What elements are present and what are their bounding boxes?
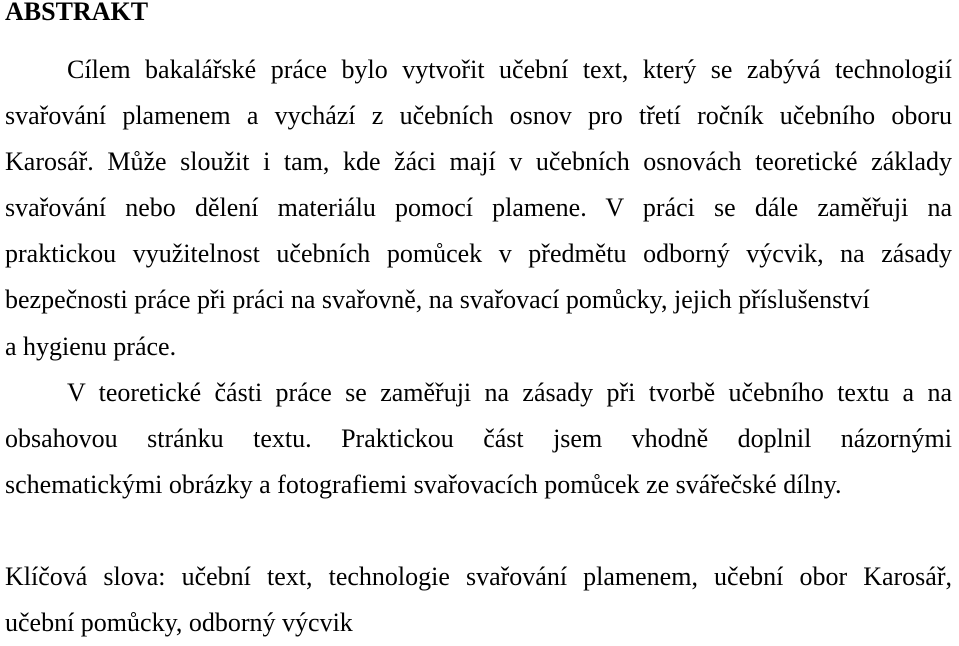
paragraph-line: Karosář. Může sloužit i tam, kde žáci mají v učebních osnovách teoretické základy <box>5 147 952 177</box>
keywords-line: učební pomůcky, odborný výcvik <box>5 608 353 638</box>
paragraph-line: schematickými obrázky a fotografiemi svařovacích pomůcek ze svářečské dílny. <box>5 469 842 499</box>
keywords-paragraph <box>5 554 952 640</box>
paragraph-line: Cílem bakalářské práce bylo vytvořit učební text, který se zabývá technologií <box>67 55 952 84</box>
keywords-line: Klíčová slova: učební text, technologie svařování plamenem, učební obor Karosář, <box>5 562 952 592</box>
paragraph-line: V teoretické části práce se zaměřuji na zásady při tvorbě učebního textu a na <box>67 377 952 407</box>
abstract-paragraph-2 <box>5 370 952 508</box>
paragraph-line: svařování nebo dělení materiálu pomocí plamene. V práci se dále zaměřuji na <box>5 193 952 223</box>
paragraph-line: praktickou využitelnost učebních pomůcek v předmětu odborný výcvik, na zásady <box>5 239 952 269</box>
abstract-heading: ABSTRAKT <box>5 0 149 26</box>
paragraph-line: bezpečnosti práce při práci na svařovně, na svařovací pomůcky, jejich příslušenství <box>5 285 870 315</box>
abstract-body <box>5 47 952 640</box>
paragraph-line: svařování plamenem a vychází z učebních osnov pro třetí ročník učebního oboru <box>5 101 952 131</box>
paragraph-line: a hygienu práce. <box>5 331 177 361</box>
abstract-paragraph-1 <box>5 47 952 370</box>
paragraph-line: obsahovou stránku textu. Praktickou část jsem vhodně doplnil názornými <box>5 423 952 453</box>
paragraph-spacer <box>5 508 952 554</box>
